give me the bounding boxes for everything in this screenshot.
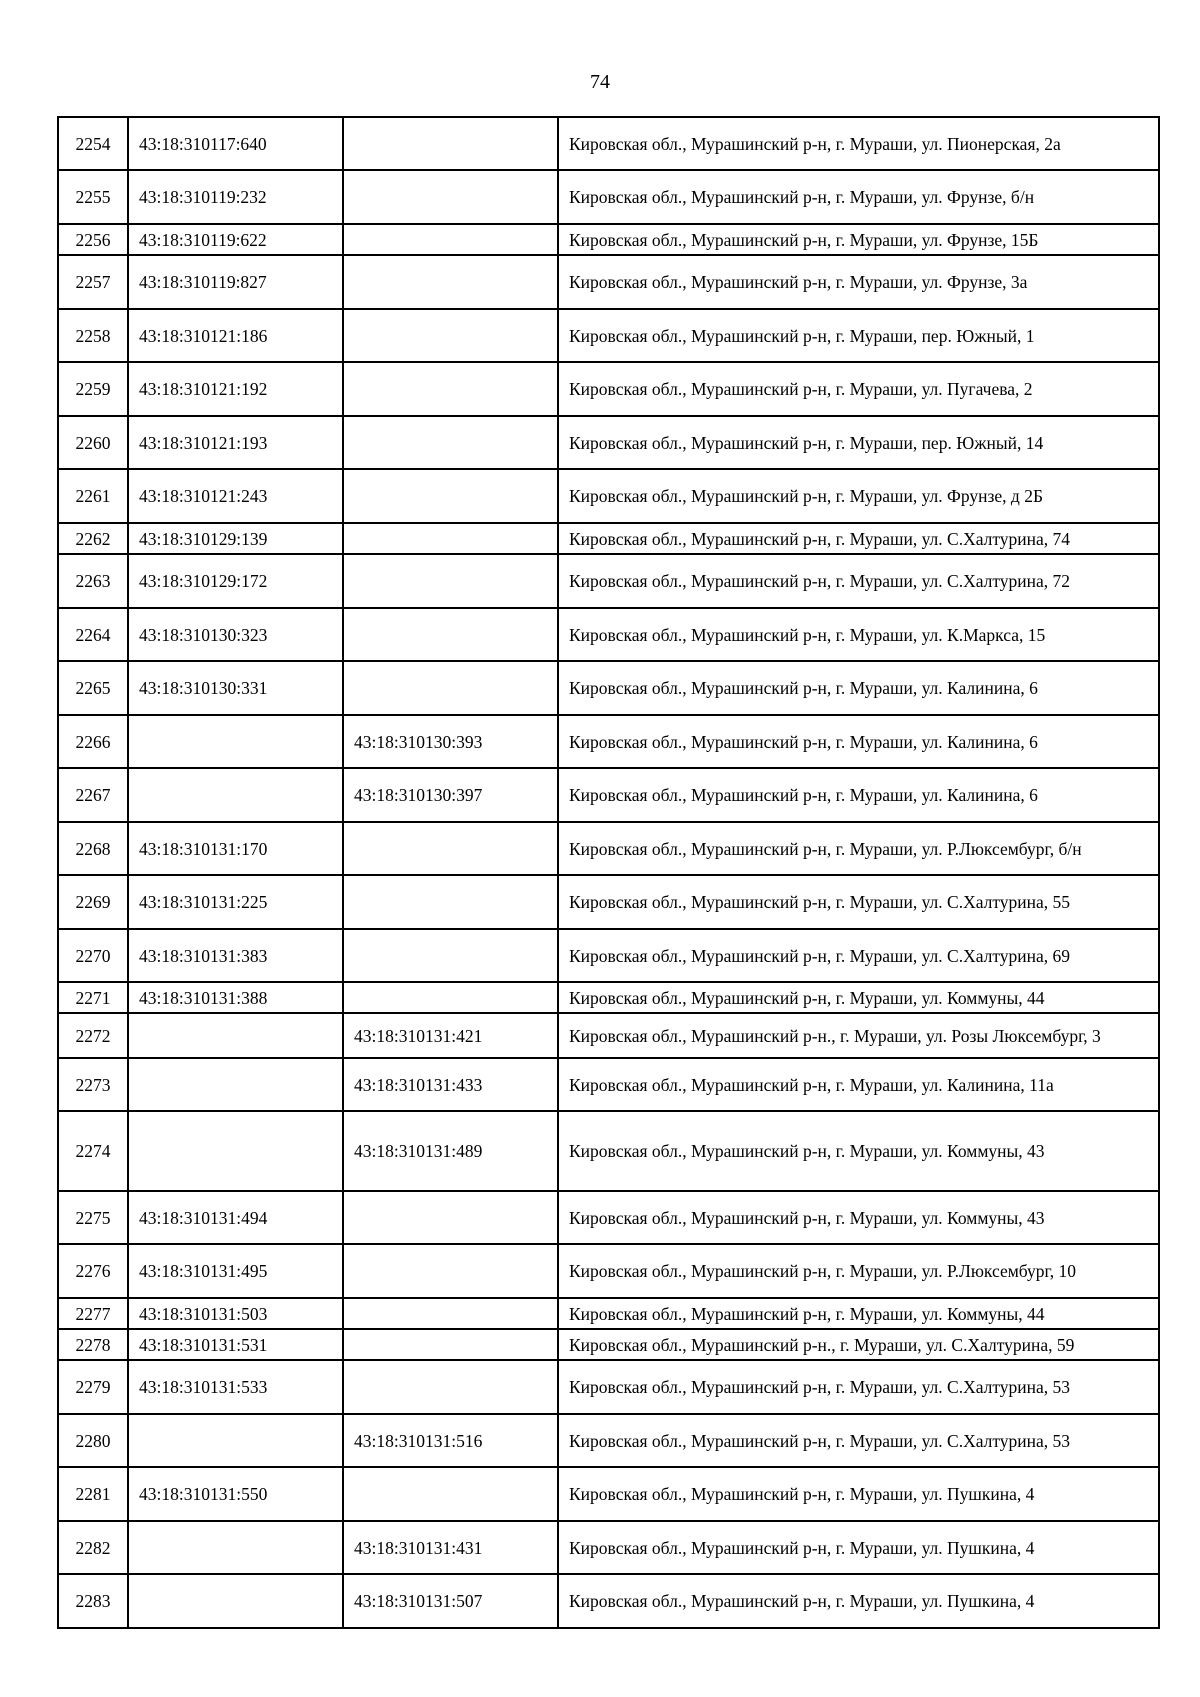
address-cell: Кировская обл., Мурашинский р-н, г. Мураши, ул. Пушкина, 4 [558, 1467, 1159, 1521]
table-row [58, 170, 1159, 224]
table-row [58, 117, 1159, 170]
cadastral-number-cell: 43:18:310117:640 [128, 117, 343, 170]
row-number-cell: 2273 [58, 1058, 128, 1111]
table-row [58, 1329, 1159, 1360]
related-cadastral-number-cell [343, 1329, 558, 1360]
related-cadastral-number-cell: 43:18:310131:489 [343, 1111, 558, 1191]
cadastral-number-cell: 43:18:310121:192 [128, 362, 343, 416]
cadastral-number-cell: 43:18:310131:388 [128, 982, 343, 1013]
cadastral-number-cell: 43:18:310131:533 [128, 1360, 343, 1414]
table-row [58, 822, 1159, 875]
related-cadastral-number-cell [343, 255, 558, 309]
related-cadastral-number-cell [343, 362, 558, 416]
cadastral-number-cell: 43:18:310131:550 [128, 1467, 343, 1521]
row-number-cell: 2276 [58, 1244, 128, 1298]
related-cadastral-number-cell [343, 982, 558, 1013]
related-cadastral-number-cell: 43:18:310130:393 [343, 715, 558, 768]
table-row [58, 1191, 1159, 1244]
table-row [58, 1013, 1159, 1058]
table-row [58, 661, 1159, 715]
row-number-cell: 2257 [58, 255, 128, 309]
cadastral-number-cell: 43:18:310121:193 [128, 416, 343, 469]
row-number-cell: 2280 [58, 1414, 128, 1467]
related-cadastral-number-cell: 43:18:310131:516 [343, 1414, 558, 1467]
registry-table [57, 116, 1160, 1629]
row-number-cell: 2281 [58, 1467, 128, 1521]
related-cadastral-number-cell [343, 117, 558, 170]
cadastral-number-cell: 43:18:310130:323 [128, 608, 343, 661]
related-cadastral-number-cell [343, 554, 558, 608]
row-number-cell: 2256 [58, 224, 128, 255]
page-number: 74 [590, 71, 610, 93]
table-row [58, 875, 1159, 929]
related-cadastral-number-cell: 43:18:310130:397 [343, 768, 558, 822]
address-cell: Кировская обл., Мурашинский р-н, г. Мураши, ул. К.Маркса, 15 [558, 608, 1159, 661]
address-cell: Кировская обл., Мурашинский р-н, г. Мураши, ул. Фрунзе, 3а [558, 255, 1159, 309]
related-cadastral-number-cell [343, 416, 558, 469]
cadastral-number-cell: 43:18:310129:139 [128, 523, 343, 554]
table-row [58, 929, 1159, 982]
address-cell: Кировская обл., Мурашинский р-н, г. Мураши, ул. Р.Люксембург, б/н [558, 822, 1159, 875]
row-number-cell: 2265 [58, 661, 128, 715]
table-row [58, 1360, 1159, 1414]
row-number-cell: 2269 [58, 875, 128, 929]
related-cadastral-number-cell [343, 1298, 558, 1329]
cadastral-number-cell [128, 1013, 343, 1058]
address-cell: Кировская обл., Мурашинский р-н, г. Мураши, ул. С.Халтурина, 69 [558, 929, 1159, 982]
address-cell: Кировская обл., Мурашинский р-н, г. Мураши, ул. Коммуны, 44 [558, 982, 1159, 1013]
address-cell: Кировская обл., Мурашинский р-н, г. Мураши, ул. Пионерская, 2а [558, 117, 1159, 170]
row-number-cell: 2264 [58, 608, 128, 661]
row-number-cell: 2261 [58, 469, 128, 523]
address-cell: Кировская обл., Мурашинский р-н., г. Мураши, ул. Розы Люксембург, 3 [558, 1013, 1159, 1058]
address-cell: Кировская обл., Мурашинский р-н, г. Мураши, ул. Калинина, 11а [558, 1058, 1159, 1111]
row-number-cell: 2282 [58, 1521, 128, 1574]
address-cell: Кировская обл., Мурашинский р-н, г. Мураши, ул. Коммуны, 44 [558, 1298, 1159, 1329]
address-cell: Кировская обл., Мурашинский р-н., г. Мураши, ул. С.Халтурина, 59 [558, 1329, 1159, 1360]
cadastral-number-cell [128, 1111, 343, 1191]
table-row [58, 1058, 1159, 1111]
related-cadastral-number-cell [343, 1191, 558, 1244]
address-cell: Кировская обл., Мурашинский р-н, г. Мураши, пер. Южный, 14 [558, 416, 1159, 469]
cadastral-number-cell: 43:18:310119:827 [128, 255, 343, 309]
address-cell: Кировская обл., Мурашинский р-н, г. Мураши, ул. С.Халтурина, 72 [558, 554, 1159, 608]
table-row [58, 1244, 1159, 1298]
table-row [58, 554, 1159, 608]
related-cadastral-number-cell [343, 1244, 558, 1298]
cadastral-number-cell [128, 715, 343, 768]
address-cell: Кировская обл., Мурашинский р-н, г. Мураши, ул. Пушкина, 4 [558, 1574, 1159, 1628]
table-row [58, 309, 1159, 362]
address-cell: Кировская обл., Мурашинский р-н, г. Мураши, ул. Калинина, 6 [558, 661, 1159, 715]
cadastral-number-cell: 43:18:310130:331 [128, 661, 343, 715]
cadastral-number-cell: 43:18:310119:232 [128, 170, 343, 224]
related-cadastral-number-cell [343, 224, 558, 255]
table-row [58, 523, 1159, 554]
address-cell: Кировская обл., Мурашинский р-н, г. Мураши, ул. С.Халтурина, 53 [558, 1360, 1159, 1414]
row-number-cell: 2279 [58, 1360, 128, 1414]
address-cell: Кировская обл., Мурашинский р-н, г. Мураши, ул. Калинина, 6 [558, 768, 1159, 822]
cadastral-number-cell: 43:18:310131:495 [128, 1244, 343, 1298]
cadastral-number-cell: 43:18:310121:186 [128, 309, 343, 362]
address-cell: Кировская обл., Мурашинский р-н, г. Мураши, ул. С.Халтурина, 55 [558, 875, 1159, 929]
row-number-cell: 2270 [58, 929, 128, 982]
row-number-cell: 2277 [58, 1298, 128, 1329]
related-cadastral-number-cell: 43:18:310131:507 [343, 1574, 558, 1628]
related-cadastral-number-cell [343, 929, 558, 982]
address-cell: Кировская обл., Мурашинский р-н, г. Мураши, ул. Р.Люксембург, 10 [558, 1244, 1159, 1298]
related-cadastral-number-cell [343, 608, 558, 661]
table-row [58, 362, 1159, 416]
row-number-cell: 2283 [58, 1574, 128, 1628]
cadastral-number-cell: 43:18:310119:622 [128, 224, 343, 255]
cadastral-number-cell: 43:18:310131:503 [128, 1298, 343, 1329]
address-cell: Кировская обл., Мурашинский р-н, г. Мураши, ул. Фрунзе, 15Б [558, 224, 1159, 255]
cadastral-number-cell: 43:18:310131:531 [128, 1329, 343, 1360]
table-row [58, 982, 1159, 1013]
table-row [58, 1111, 1159, 1191]
row-number-cell: 2278 [58, 1329, 128, 1360]
table-row [58, 715, 1159, 768]
cadastral-number-cell: 43:18:310131:225 [128, 875, 343, 929]
table-row [58, 469, 1159, 523]
table-row [58, 416, 1159, 469]
table-row [58, 768, 1159, 822]
address-cell: Кировская обл., Мурашинский р-н, г. Мураши, ул. Коммуны, 43 [558, 1191, 1159, 1244]
table-row [58, 1414, 1159, 1467]
related-cadastral-number-cell [343, 469, 558, 523]
address-cell: Кировская обл., Мурашинский р-н, г. Мураши, ул. Фрунзе, д 2Б [558, 469, 1159, 523]
address-cell: Кировская обл., Мурашинский р-н, г. Мураши, ул. С.Халтурина, 53 [558, 1414, 1159, 1467]
row-number-cell: 2260 [58, 416, 128, 469]
row-number-cell: 2259 [58, 362, 128, 416]
row-number-cell: 2266 [58, 715, 128, 768]
cadastral-number-cell [128, 1521, 343, 1574]
row-number-cell: 2272 [58, 1013, 128, 1058]
cadastral-number-cell: 43:18:310131:494 [128, 1191, 343, 1244]
cadastral-number-cell: 43:18:310129:172 [128, 554, 343, 608]
table-row [58, 1574, 1159, 1628]
related-cadastral-number-cell: 43:18:310131:431 [343, 1521, 558, 1574]
address-cell: Кировская обл., Мурашинский р-н, г. Мураши, ул. Калинина, 6 [558, 715, 1159, 768]
cadastral-number-cell [128, 1574, 343, 1628]
related-cadastral-number-cell: 43:18:310131:421 [343, 1013, 558, 1058]
table-row [58, 255, 1159, 309]
address-cell: Кировская обл., Мурашинский р-н, г. Мураши, ул. Коммуны, 43 [558, 1111, 1159, 1191]
row-number-cell: 2271 [58, 982, 128, 1013]
related-cadastral-number-cell [343, 661, 558, 715]
table-row [58, 224, 1159, 255]
address-cell: Кировская обл., Мурашинский р-н, г. Мураши, ул. С.Халтурина, 74 [558, 523, 1159, 554]
row-number-cell: 2267 [58, 768, 128, 822]
row-number-cell: 2262 [58, 523, 128, 554]
related-cadastral-number-cell [343, 822, 558, 875]
row-number-cell: 2274 [58, 1111, 128, 1191]
cadastral-number-cell: 43:18:310131:170 [128, 822, 343, 875]
cadastral-number-cell: 43:18:310121:243 [128, 469, 343, 523]
related-cadastral-number-cell [343, 1467, 558, 1521]
cadastral-number-cell: 43:18:310131:383 [128, 929, 343, 982]
row-number-cell: 2254 [58, 117, 128, 170]
related-cadastral-number-cell [343, 523, 558, 554]
row-number-cell: 2263 [58, 554, 128, 608]
row-number-cell: 2255 [58, 170, 128, 224]
address-cell: Кировская обл., Мурашинский р-н, г. Мураши, ул. Фрунзе, б/н [558, 170, 1159, 224]
related-cadastral-number-cell [343, 170, 558, 224]
table-row [58, 608, 1159, 661]
address-cell: Кировская обл., Мурашинский р-н, г. Мураши, ул. Пугачева, 2 [558, 362, 1159, 416]
related-cadastral-number-cell [343, 1360, 558, 1414]
row-number-cell: 2258 [58, 309, 128, 362]
related-cadastral-number-cell [343, 875, 558, 929]
table-row [58, 1467, 1159, 1521]
table-row [58, 1298, 1159, 1329]
cadastral-number-cell [128, 1058, 343, 1111]
cadastral-number-cell [128, 1414, 343, 1467]
cadastral-number-cell [128, 768, 343, 822]
table-row [58, 1521, 1159, 1574]
address-cell: Кировская обл., Мурашинский р-н, г. Мураши, пер. Южный, 1 [558, 309, 1159, 362]
row-number-cell: 2275 [58, 1191, 128, 1244]
row-number-cell: 2268 [58, 822, 128, 875]
related-cadastral-number-cell [343, 309, 558, 362]
related-cadastral-number-cell: 43:18:310131:433 [343, 1058, 558, 1111]
registry-table-body [58, 117, 1159, 1628]
address-cell: Кировская обл., Мурашинский р-н, г. Мураши, ул. Пушкина, 4 [558, 1521, 1159, 1574]
